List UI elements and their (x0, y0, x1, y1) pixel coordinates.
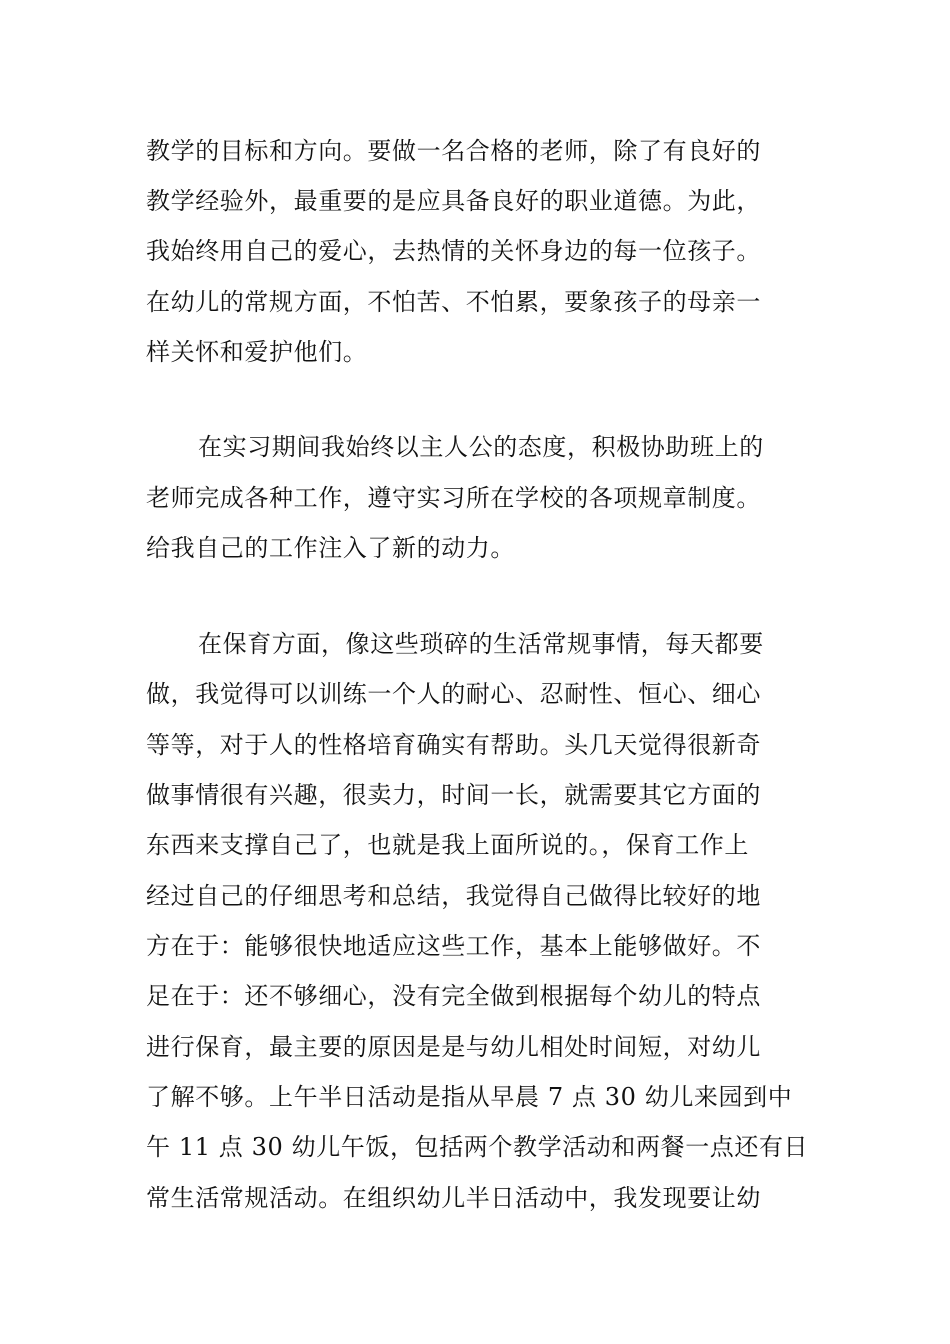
paragraph-line: 在保育方面，像这些琐碎的生活常规事情，每天都要 (198, 630, 764, 658)
paragraph-line: 在幼儿的常规方面，不怕苦、不怕累，要象孩子的母亲一 (146, 288, 761, 316)
paragraph-line: 了解不够。上午半日活动是指从早晨 7 点 30 幼儿来园到中 (146, 1083, 793, 1111)
paragraph-line: 我始终用自己的爱心，去热情的关怀身边的每一位孩子。 (146, 237, 761, 265)
paragraph-line: 在实习期间我始终以主人公的态度，积极协助班上的 (198, 433, 764, 461)
paragraph-line: 方在于：能够很快地适应这些工作，基本上能够做好。不 (146, 932, 761, 960)
paragraph-line: 老师完成各种工作，遵守实习所在学校的各项规章制度。 (146, 484, 761, 512)
paragraph-line: 经过自己的仔细思考和总结，我觉得自己做得比较好的地 (146, 882, 761, 910)
paragraph-line: 做，我觉得可以训练一个人的耐心、忍耐性、恒心、细心 (146, 680, 761, 708)
paragraph-line: 给我自己的工作注入了新的动力。 (146, 534, 515, 562)
paragraph-line: 等等，对于人的性格培育确实有帮助。头几天觉得很新奇 (146, 731, 761, 759)
paragraph-line: 足在于：还不够细心，没有完全做到根据每个幼儿的特点 (146, 982, 761, 1010)
paragraph-line: 样关怀和爱护他们。 (146, 338, 368, 366)
paragraph-line: 东西来支撑自己了，也就是我上面所说的。，保育工作上 (146, 831, 749, 859)
paragraph-line: 教学的目标和方向。要做一名合格的老师，除了有良好的 (146, 137, 761, 165)
paragraph-line: 常生活常规活动。在组织幼儿半日活动中，我发现要让幼 (146, 1184, 761, 1212)
paragraph-line: 教学经验外，最重要的是应具备良好的职业道德。为此， (146, 187, 761, 215)
paragraph-line: 午 11 点 30 幼儿午饭，包括两个教学活动和两餐一点还有日 (146, 1133, 809, 1161)
paragraph-line: 做事情很有兴趣，很卖力，时间一长，就需要其它方面的 (146, 781, 761, 809)
paragraph-line: 进行保育，最主要的原因是是与幼儿相处时间短，对幼儿 (146, 1033, 761, 1061)
